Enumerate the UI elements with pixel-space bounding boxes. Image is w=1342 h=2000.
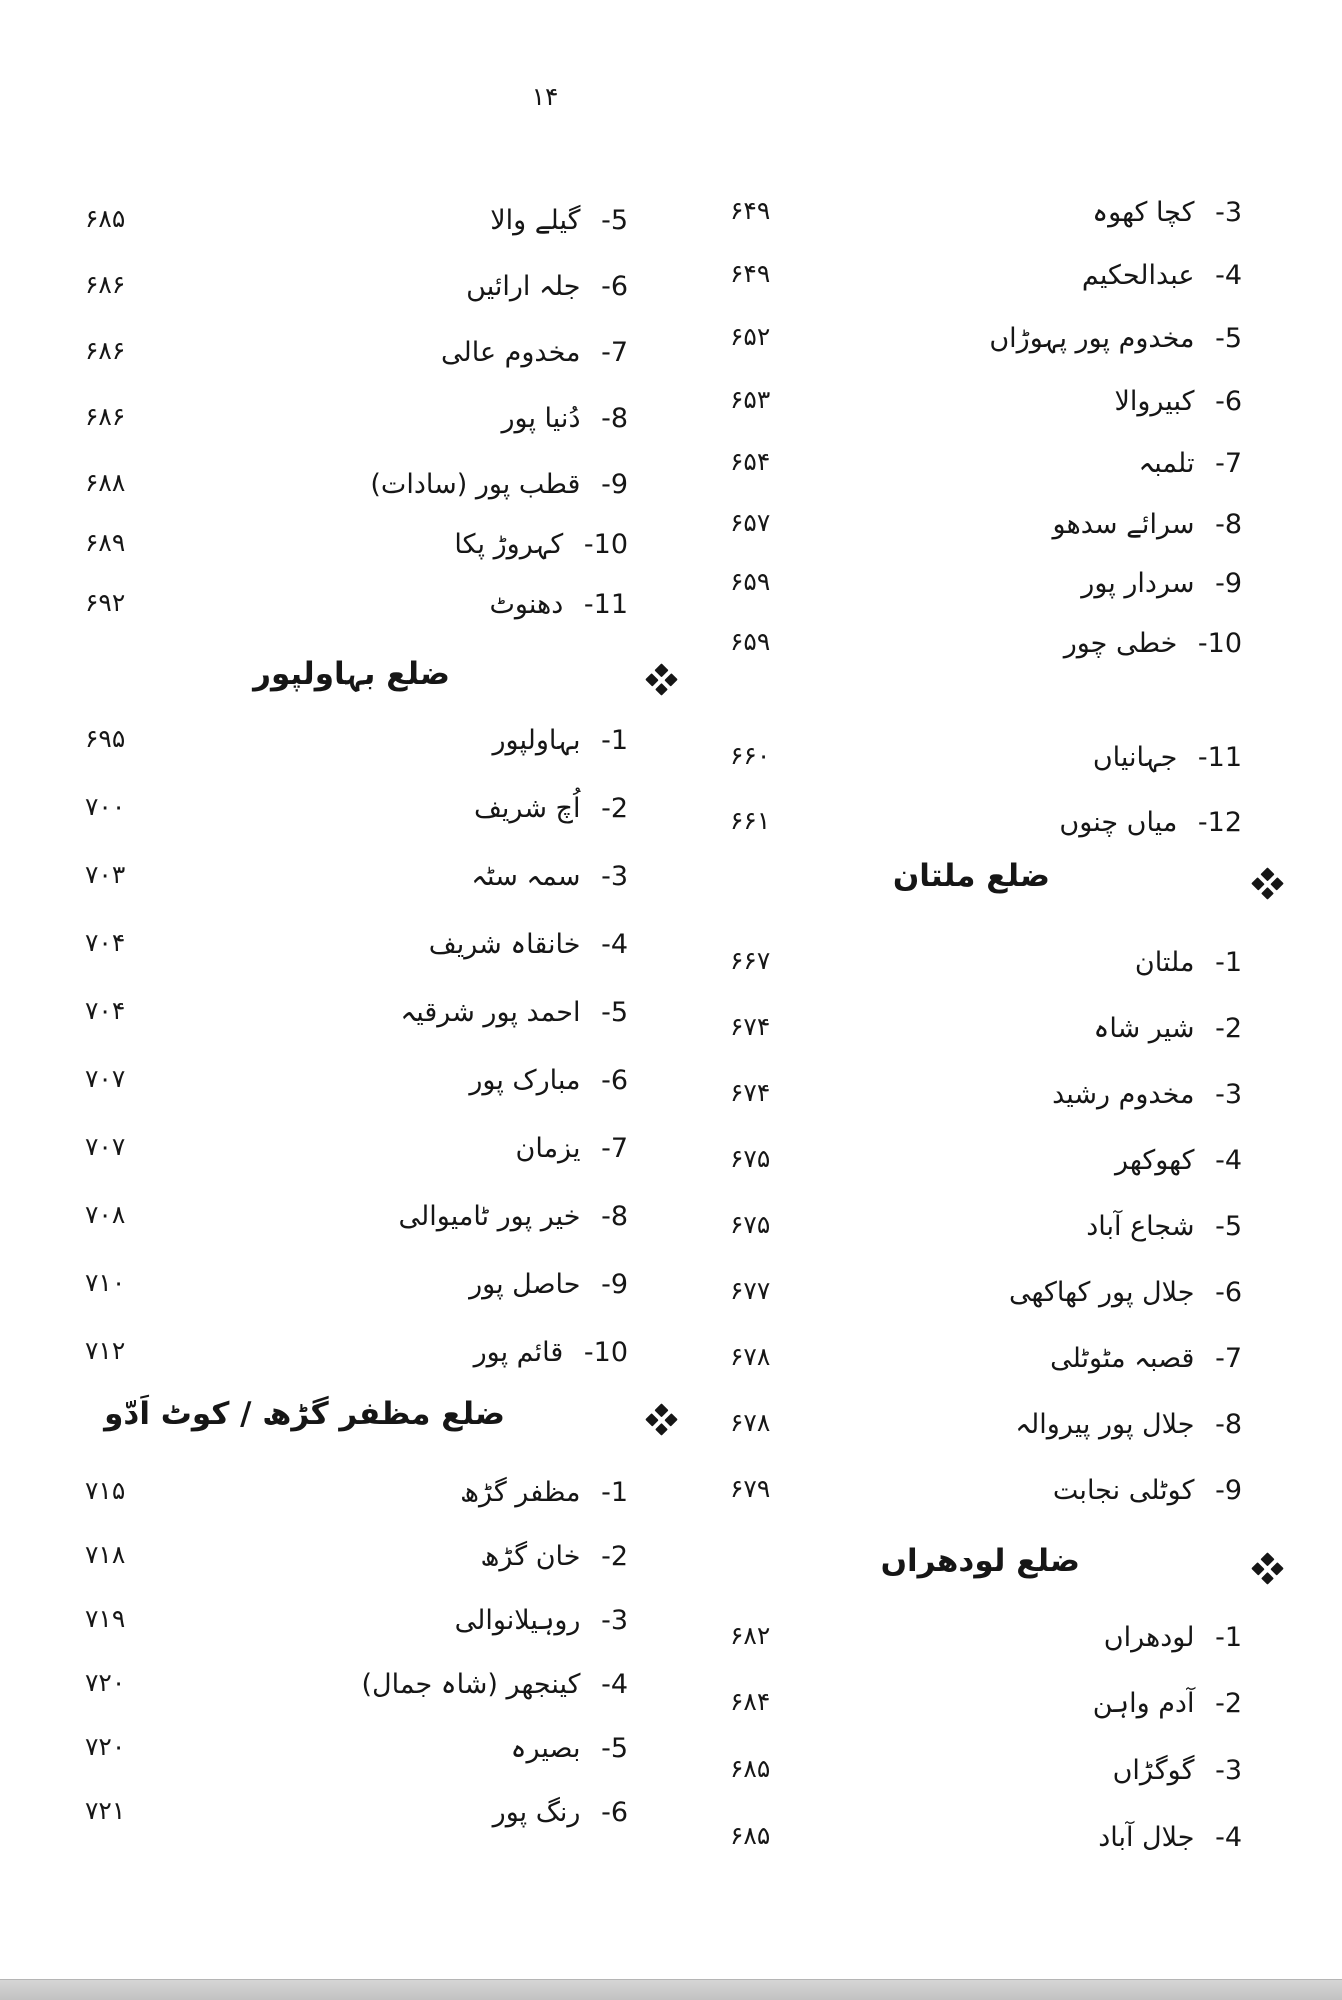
entry-name: شیر شاہ (1093, 1013, 1195, 1044)
toc-row (730, 316, 1242, 366)
entry-title (469, 1060, 628, 1102)
entry-number: 6- (601, 271, 628, 302)
entry-name: مخدوم پور پہوڑاں (989, 323, 1195, 354)
entry-name: سرائے سدھو (1052, 509, 1195, 540)
toc-row (85, 786, 628, 836)
entry-title (989, 318, 1242, 360)
entry-page-number: ۶۶۰ (730, 741, 771, 770)
entry-title (1082, 255, 1242, 297)
entry-page-number: ۶۸۶ (85, 336, 126, 365)
entry-number: 3- (1215, 1755, 1242, 1786)
entry-number: 1- (1215, 1622, 1242, 1653)
toc-row (730, 1815, 1242, 1865)
entry-page-number: ۶۷۹ (730, 1474, 771, 1503)
toc-row (85, 1534, 628, 1584)
toc-row (730, 190, 1242, 240)
entry-page-number: ۷۰۳ (85, 860, 126, 889)
entry-page-number: ۶۵۹ (730, 567, 771, 596)
toc-row (730, 1270, 1242, 1320)
entry-name: کچا کھوہ (1092, 197, 1195, 228)
next-page-edge (0, 1979, 1342, 2000)
entry-title (490, 200, 628, 242)
entry-title (441, 332, 628, 374)
entry-title (1064, 623, 1242, 665)
entry-page-number: ۶۷۵ (730, 1210, 771, 1239)
entry-name: جلال پور پیروالہ (1015, 1409, 1195, 1440)
entry-page-number: ۷۱۹ (85, 1604, 126, 1633)
toc-row (730, 940, 1242, 990)
entry-number: 4- (601, 929, 628, 960)
entry-page-number: ۶۸۵ (85, 204, 126, 233)
entry-number: 4- (601, 1669, 628, 1700)
toc-row (85, 264, 628, 314)
entry-title (474, 1332, 628, 1374)
entry-page-number: ۶۴۹ (730, 259, 771, 288)
entry-page-number: ۶۷۸ (730, 1408, 771, 1437)
entry-number: 4- (1215, 1822, 1242, 1853)
entry-title (481, 1536, 628, 1578)
entry-number: 7- (1215, 1343, 1242, 1374)
entry-title (1098, 1817, 1242, 1859)
entry-name: کہروڑ پکا (454, 529, 564, 560)
entry-title (1115, 1140, 1242, 1182)
entry-name: رنگ پور (492, 1797, 581, 1828)
toc-row (730, 1072, 1242, 1122)
entry-name: قصبہ مٹوٹلی (1050, 1343, 1195, 1374)
entry-number: 9- (601, 469, 628, 500)
toc-row (730, 253, 1242, 303)
entry-name: خان گڑھ (480, 1541, 581, 1572)
entry-name: دُنیا پور (501, 403, 581, 434)
entry-page-number: ۶۸۶ (85, 270, 126, 299)
toc-row (730, 1615, 1242, 1665)
entry-page-number: ۶۵۲ (730, 322, 771, 351)
entry-title (1050, 1338, 1242, 1380)
entry-name: اُچ شریف (473, 793, 581, 824)
section-heading: ضلع ملتان (892, 858, 1050, 894)
entry-page-number: ۶۶۱ (730, 806, 771, 835)
entry-page-number: ۷۲۰ (85, 1732, 126, 1761)
entry-name: مظفر گڑھ (460, 1477, 581, 1508)
section-diamond-icon (645, 1403, 678, 1436)
entry-number: 10- (583, 529, 628, 560)
entry-page-number: ۷۰۰ (85, 792, 126, 821)
entry-name: مبارک پور (469, 1065, 581, 1096)
entry-page-number: ۷۰۴ (85, 928, 126, 957)
entry-name: کبیروالا (1114, 386, 1195, 417)
entry-page-number: ۶۵۳ (730, 385, 771, 414)
entry-page-number: ۷۱۵ (85, 1476, 126, 1505)
entry-title (1053, 504, 1242, 546)
entry-number: 6- (601, 1065, 628, 1096)
entry-number: 10- (1197, 628, 1242, 659)
entry-number: 6- (601, 1797, 628, 1828)
entry-page-number: ۶۷۴ (730, 1012, 771, 1041)
toc-row (85, 1330, 628, 1380)
entry-title (460, 1472, 628, 1514)
entry-page-number: ۶۸۵ (730, 1821, 771, 1850)
entry-name: روہیلانوالی (454, 1605, 581, 1636)
entry-page-number: ۶۷۴ (730, 1078, 771, 1107)
toc-row (730, 379, 1242, 429)
entry-title (1094, 1008, 1242, 1050)
entry-name: میاں چنوں (1059, 807, 1178, 838)
toc-row (85, 582, 628, 632)
entry-name: خیر پور ٹامیوالی (398, 1201, 581, 1232)
entry-name: گوگڑاں (1112, 1755, 1195, 1786)
entry-name: بصیرہ (510, 1733, 581, 1764)
entry-name: کینجھر (شاہ جمال) (361, 1669, 581, 1700)
entry-page-number: ۶۵۹ (730, 627, 771, 656)
toc-row (730, 800, 1242, 850)
section-heading: ضلع مظفر گڑھ / کوٹ اَدّو (104, 1396, 505, 1432)
entry-name: قائم پور (473, 1337, 564, 1368)
entry-number: 8- (601, 403, 628, 434)
entry-title (466, 266, 628, 308)
entry-number: 8- (1215, 509, 1242, 540)
entry-title (1092, 192, 1242, 234)
entry-number: 10- (583, 1337, 628, 1368)
toc-row (85, 922, 628, 972)
entry-number: 3- (1215, 1079, 1242, 1110)
entry-title (501, 398, 628, 440)
entry-name: کوٹلی نجابت (1052, 1475, 1195, 1506)
entry-page-number: ۶۶۷ (730, 946, 771, 975)
toc-row (85, 1058, 628, 1108)
entry-page-number: ۷۰۸ (85, 1200, 126, 1229)
section-diamond-icon (645, 663, 678, 696)
entry-title (1015, 1404, 1242, 1446)
entry-number: 9- (601, 1269, 628, 1300)
entry-number: 5- (1215, 1211, 1242, 1242)
entry-page-number: ۷۱۰ (85, 1268, 126, 1297)
entry-page-number: ۶۸۴ (730, 1687, 771, 1716)
entry-number: 7- (1215, 448, 1242, 479)
entry-number: 1- (601, 725, 628, 756)
entry-name: قطب پور (سادات) (370, 469, 581, 500)
entry-number: 4- (1215, 1145, 1242, 1176)
entry-number: 7- (601, 337, 628, 368)
entry-page-number: ۶۷۵ (730, 1144, 771, 1173)
entry-title (469, 1264, 628, 1306)
entry-name: آدم واہن (1092, 1688, 1195, 1719)
entry-name: مخدوم عالی (440, 337, 581, 368)
toc-row (85, 330, 628, 380)
entry-name: جلال پور کھاکھی (1009, 1277, 1195, 1308)
entry-number: 2- (1215, 1688, 1242, 1719)
toc-row (730, 1748, 1242, 1798)
entry-number: 6- (1215, 1277, 1242, 1308)
toc-row (730, 1681, 1242, 1731)
toc-row (85, 462, 628, 512)
toc-row (730, 1336, 1242, 1386)
entry-title (493, 720, 629, 762)
entry-title (516, 1128, 628, 1170)
entry-number: 1- (601, 1477, 628, 1508)
entry-page-number: ۷۰۷ (85, 1132, 126, 1161)
entry-number: 2- (1215, 1013, 1242, 1044)
entry-page-number: ۶۸۸ (85, 468, 126, 497)
entry-name: جلہ ارائیں (466, 271, 581, 302)
entry-number: 5- (1215, 323, 1242, 354)
toc-row (85, 1262, 628, 1312)
entry-number: 2- (601, 1541, 628, 1572)
toc-row (85, 1662, 628, 1712)
entry-page-number: ۶۷۷ (730, 1276, 771, 1305)
toc-row (85, 854, 628, 904)
toc-row (85, 522, 628, 572)
entry-name: لودھراں (1103, 1622, 1195, 1653)
entry-title (1114, 381, 1242, 423)
entry-page-number: ۷۲۰ (85, 1668, 126, 1697)
entry-page-number: ۶۸۹ (85, 528, 126, 557)
entry-name: مخدوم رشید (1052, 1079, 1195, 1110)
entry-title (1009, 1272, 1242, 1314)
entry-title (362, 1664, 629, 1706)
entry-name: جہانیاں (1092, 742, 1178, 773)
entry-page-number: ۶۵۴ (730, 447, 771, 476)
entry-page-number: ۷۰۴ (85, 996, 126, 1025)
entry-page-number: ۷۱۲ (85, 1336, 126, 1365)
entry-page-number: ۷۲۱ (85, 1796, 126, 1825)
entry-title (370, 464, 628, 506)
entry-number: 12- (1197, 807, 1242, 838)
entry-name: عبدالحکیم (1081, 260, 1195, 291)
entry-number: 9- (1215, 568, 1242, 599)
toc-row (730, 1468, 1242, 1518)
toc-row (85, 198, 628, 248)
entry-title (455, 1600, 628, 1642)
entry-name: شجاع آباد (1086, 1211, 1195, 1242)
entry-name: یزمان (515, 1133, 581, 1164)
entry-title (474, 788, 628, 830)
entry-number: 5- (601, 997, 628, 1028)
entry-name: کھوکھر (1115, 1145, 1195, 1176)
entry-number: 8- (1215, 1409, 1242, 1440)
entry-page-number: ۷۱۸ (85, 1540, 126, 1569)
toc-row (730, 1138, 1242, 1188)
section-diamond-icon (1251, 867, 1284, 900)
page-number: ۱۴ (531, 82, 559, 111)
entry-page-number: ۶۴۹ (730, 196, 771, 225)
toc-row (730, 1006, 1242, 1056)
toc-row (85, 396, 628, 446)
entry-name: خانقاہ شریف (428, 929, 581, 960)
entry-name: دھنوٹ (489, 589, 564, 620)
section-heading: ضلع بہاولپور (253, 656, 450, 692)
entry-name: سردار پور (1081, 568, 1195, 599)
entry-title (1093, 1683, 1242, 1725)
entry-page-number: ۶۸۵ (730, 1754, 771, 1783)
toc-row (85, 718, 628, 768)
entry-title (454, 524, 628, 566)
entry-number: 8- (601, 1201, 628, 1232)
toc-row (85, 1726, 628, 1776)
entry-title (1104, 1617, 1242, 1659)
toc-row (730, 441, 1242, 491)
entry-title (1059, 802, 1242, 844)
section-heading: ضلع لودھراں (880, 1543, 1080, 1579)
entry-name: گیلے والا (490, 205, 581, 236)
toc-row (730, 621, 1242, 671)
entry-page-number: ۶۷۸ (730, 1342, 771, 1371)
toc-row (730, 1402, 1242, 1452)
entry-page-number: ۶۵۷ (730, 508, 771, 537)
entry-name: سمہ سٹہ (471, 861, 581, 892)
entry-number: 5- (601, 1733, 628, 1764)
entry-title (1113, 1750, 1242, 1792)
entry-name: حاصل پور (469, 1269, 581, 1300)
entry-number: 5- (601, 205, 628, 236)
entry-number: 11- (1197, 742, 1242, 773)
toc-row (85, 1470, 628, 1520)
entry-number: 3- (601, 1605, 628, 1636)
entry-page-number: ۷۰۷ (85, 1064, 126, 1093)
toc-row (730, 561, 1242, 611)
entry-name: بہاولپور (492, 725, 581, 756)
entry-number: 7- (601, 1133, 628, 1164)
entry-number: 6- (1215, 386, 1242, 417)
entry-name: تلمبہ (1138, 448, 1195, 479)
entry-page-number: ۶۸۶ (85, 402, 126, 431)
entry-title (511, 1728, 628, 1770)
entry-title (399, 1196, 628, 1238)
entry-number: 4- (1215, 260, 1242, 291)
entry-name: ملتان (1134, 947, 1195, 978)
entry-number: 3- (1215, 197, 1242, 228)
entry-page-number: ۶۹۵ (85, 724, 126, 753)
entry-number: 9- (1215, 1475, 1242, 1506)
section-diamond-icon (1251, 1552, 1284, 1585)
toc-row (85, 1194, 628, 1244)
toc-row (85, 990, 628, 1040)
entry-name: خطی چور (1063, 628, 1178, 659)
entry-title (490, 584, 628, 626)
toc-row (85, 1790, 628, 1840)
toc-row (730, 1204, 1242, 1254)
entry-title (1093, 737, 1242, 779)
entry-number: 11- (583, 589, 628, 620)
entry-title (1138, 443, 1242, 485)
entry-title (493, 1792, 628, 1834)
entry-page-number: ۶۹۲ (85, 588, 126, 617)
entry-title (471, 856, 628, 898)
entry-number: 2- (601, 793, 628, 824)
entry-title (1052, 1074, 1242, 1116)
toc-row (730, 735, 1242, 785)
entry-number: 1- (1215, 947, 1242, 978)
toc-row (85, 1598, 628, 1648)
entry-title (1086, 1206, 1242, 1248)
entry-title (400, 992, 628, 1034)
entry-number: 3- (601, 861, 628, 892)
entry-title (429, 924, 628, 966)
entry-page-number: ۶۸۲ (730, 1621, 771, 1650)
entry-title (1135, 942, 1242, 984)
toc-row (730, 502, 1242, 552)
entry-name: احمد پور شرقیہ (400, 997, 581, 1028)
toc-row (85, 1126, 628, 1176)
entry-title (1053, 1470, 1242, 1512)
entry-title (1081, 563, 1242, 605)
entry-name: جلال آباد (1098, 1822, 1195, 1853)
